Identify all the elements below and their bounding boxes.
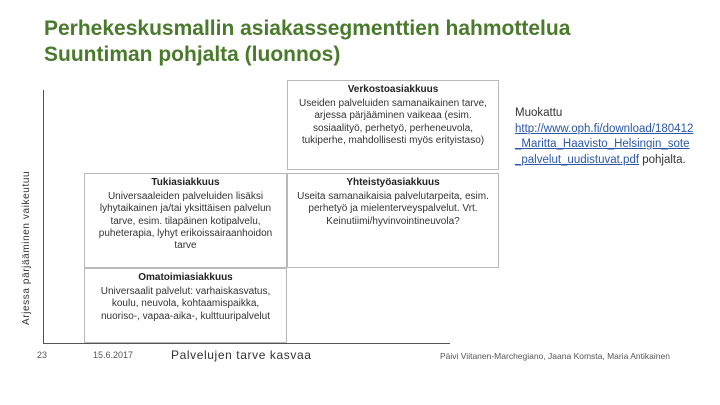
footer-authors: Päivi Viitanen-Marchegiano, Jaana Komsta, Maria Antikainen	[440, 351, 670, 361]
y-axis-line	[43, 90, 44, 343]
segment-self-service-heading: Omatoimiasiakkuus	[138, 272, 233, 283]
segment-collaboration-box	[287, 173, 499, 268]
segment-self-service-text: Universaalit palvelut: varhaiskasvatus, koulu, neuvola, kohtaamispaikka, nuoriso-, vapaa-aika-, kulttuuripalvelut	[100, 286, 271, 322]
title-line-2: Suuntiman pohjalta (luonnos)	[44, 43, 341, 66]
source-link[interactable]: http://www.oph.fi/download/180412_Maritta_Haavisto_Helsingin_sote_palvelut_uudistuvat.pdf	[515, 122, 694, 166]
segment-network-box	[287, 80, 499, 170]
title-line-1: Perhekeskusmallin asiakassegmenttien hahmottelua	[44, 17, 571, 40]
segment-support-box	[84, 173, 287, 268]
source-suffix: pohjalta.	[639, 153, 686, 166]
segment-network-text: Useiden palveluiden samanaikainen tarve, arjessa pärjääminen vaikeaa (esim. sosiaalityö, perhetyö, perheneuvola, tukiperhe, mahdollisesti myös erityistaso)	[299, 98, 487, 146]
footer-date: 15.6.2017	[93, 350, 134, 360]
segment-support-text: Universaaleiden palveluiden lisäksi lyhytaikainen ja/tai yksittäisen palvelun tarve, esim. tilapäinen kotipalvelu, puheterapia, lyhyt erikoissairaanhoidon tarve	[98, 191, 273, 252]
segment-collaboration-text: Useita samanaikaisia palvelutarpeita, esim. perhetyö ja mielenterveyspalvelut. Vrt. Keinutiimi/hyvinvointineuvola?	[297, 191, 489, 227]
x-axis-line	[43, 343, 450, 344]
segment-self-service-box	[84, 268, 287, 343]
y-axis-label: Arjessa pärjääminen vaikeutuu	[21, 170, 32, 325]
x-axis-label: Palvelujen tarve kasvaa	[171, 348, 312, 362]
page-number: 23	[37, 350, 48, 360]
slide-title	[44, 16, 664, 68]
source-note	[515, 106, 695, 168]
segment-support-heading: Tukiasiakkuus	[151, 177, 220, 188]
segment-network-heading: Verkostoasiakkuus	[347, 84, 439, 95]
segment-collaboration-heading: Yhteistyöasiakkuus	[346, 177, 440, 188]
source-prefix: Muokattu	[515, 107, 563, 119]
